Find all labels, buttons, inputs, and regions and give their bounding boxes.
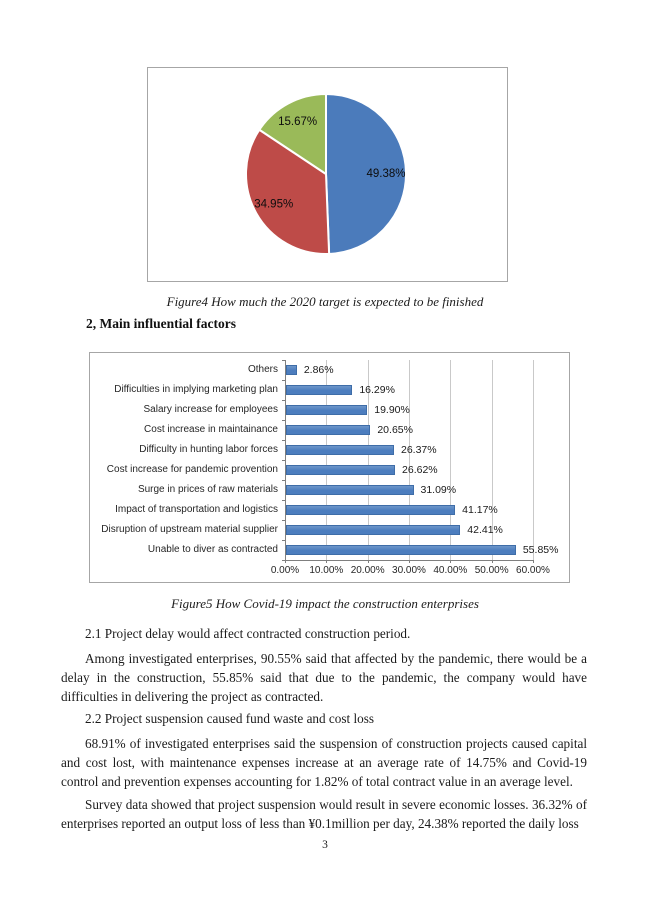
bar-value-label: 26.37% [400, 443, 437, 456]
bar-category-label: Impact of transportation and logistics [115, 504, 278, 515]
gridline [533, 360, 534, 560]
x-axis-tick-label: 20.00% [350, 565, 385, 576]
bar-category-label: Disruption of upstream material supplier [101, 524, 278, 535]
bar [286, 445, 394, 455]
bar-value-label: 2.86% [303, 363, 334, 376]
bar-category-label: Difficulty in hunting labor forces [139, 444, 278, 455]
category-axis-tick-mark [282, 480, 285, 481]
subsection-2-1: 2.1 Project delay would affect contracted construction period. [85, 626, 411, 641]
pie-slice-label: 49.38% [366, 167, 406, 180]
x-axis-line [285, 560, 533, 561]
x-axis-tick-label: 0.00% [270, 565, 300, 576]
pie-slice-label: 15.67% [278, 116, 318, 129]
bar [286, 485, 414, 495]
subsection-2-2: 2.2 Project suspension caused fund waste and cost loss [85, 711, 374, 726]
category-axis-tick-mark [282, 360, 285, 361]
figure5-caption: Figure5 How Covid-19 impact the construction enterprises [171, 596, 479, 611]
category-axis-tick-mark [282, 460, 285, 461]
x-axis-tick-label: 50.00% [474, 565, 509, 576]
bar-category-label: Others [247, 364, 278, 375]
category-axis-tick-mark [282, 380, 285, 381]
pie-chart [148, 68, 507, 281]
bar-value-label: 16.29% [359, 383, 395, 396]
paragraph-fund-waste: 68.91% of investigated enterprises said the suspension of construction projects caused capital and cost lost, with maintenance expenses increase at an average rate of 14.75% and Covid-19 control and prevention expenses accounting for 1.82% of total contract value in an average level. [61, 736, 587, 789]
x-axis-tick-label: 30.00% [392, 565, 426, 576]
category-axis-tick-mark [282, 500, 285, 501]
bar [286, 365, 297, 375]
bar-value-label: 26.62% [402, 463, 438, 476]
category-axis-tick-mark [282, 440, 285, 441]
bar-category-label: Unable to diver as contracted [147, 544, 278, 555]
x-axis-tick-label: 40.00% [433, 565, 468, 576]
bar [286, 425, 370, 435]
bar [286, 525, 460, 535]
paragraph-project-delay: Among investigated enterprises, 90.55% said that affected by the pandemic, there would be a delay in the construction, 55.85% said that due to the pandemic, the company would have difficulties in delivering the project as contracted. [61, 651, 587, 704]
bar [286, 405, 367, 415]
paragraph-survey-losses: Survey data showed that project suspension would result in severe economic losses. 36.32% of enterprises reported an output loss of less than ¥0.1million per day, 24.38% reported the daily loss [61, 797, 587, 831]
bar-category-label: Cost increase for pandemic provention [106, 464, 278, 475]
pie-slice-label: 34.95% [254, 198, 294, 211]
bar-value-label: 31.09% [420, 483, 457, 496]
category-axis-tick-mark [282, 520, 285, 521]
x-axis-tick-mark [533, 560, 534, 563]
bar-category-label: Cost increase in maintainance [144, 424, 278, 435]
bar [286, 385, 352, 395]
x-axis-tick-label: 10.00% [309, 565, 344, 576]
bar-value-label: 42.41% [467, 523, 503, 536]
bar-value-label: 20.65% [377, 423, 413, 436]
category-axis-tick-mark [282, 540, 285, 541]
bar-value-label: 19.90% [374, 403, 410, 416]
category-axis-tick-mark [282, 400, 285, 401]
bar-category-label: Difficulties in implying marketing plan [114, 384, 278, 395]
bar-category-label: Salary increase for employees [143, 404, 278, 415]
bar [286, 545, 516, 555]
pie-chart-frame [147, 67, 508, 282]
bar [286, 505, 455, 515]
figure4-caption: Figure4 How much the 2020 target is expected to be finished [166, 294, 484, 309]
bar-category-label: Surge in prices of raw materials [137, 484, 278, 495]
page-number: 3 [322, 839, 328, 851]
bar-value-label: 41.17% [462, 503, 498, 516]
x-axis-tick-label: 60.00% [516, 565, 550, 576]
bar-chart [89, 352, 570, 583]
section-heading: 2, Main influential factors [86, 316, 236, 331]
bar-value-label: 55.85% [522, 543, 559, 556]
bar [286, 465, 395, 475]
category-axis-tick-mark [282, 560, 285, 561]
category-axis-tick-mark [282, 420, 285, 421]
